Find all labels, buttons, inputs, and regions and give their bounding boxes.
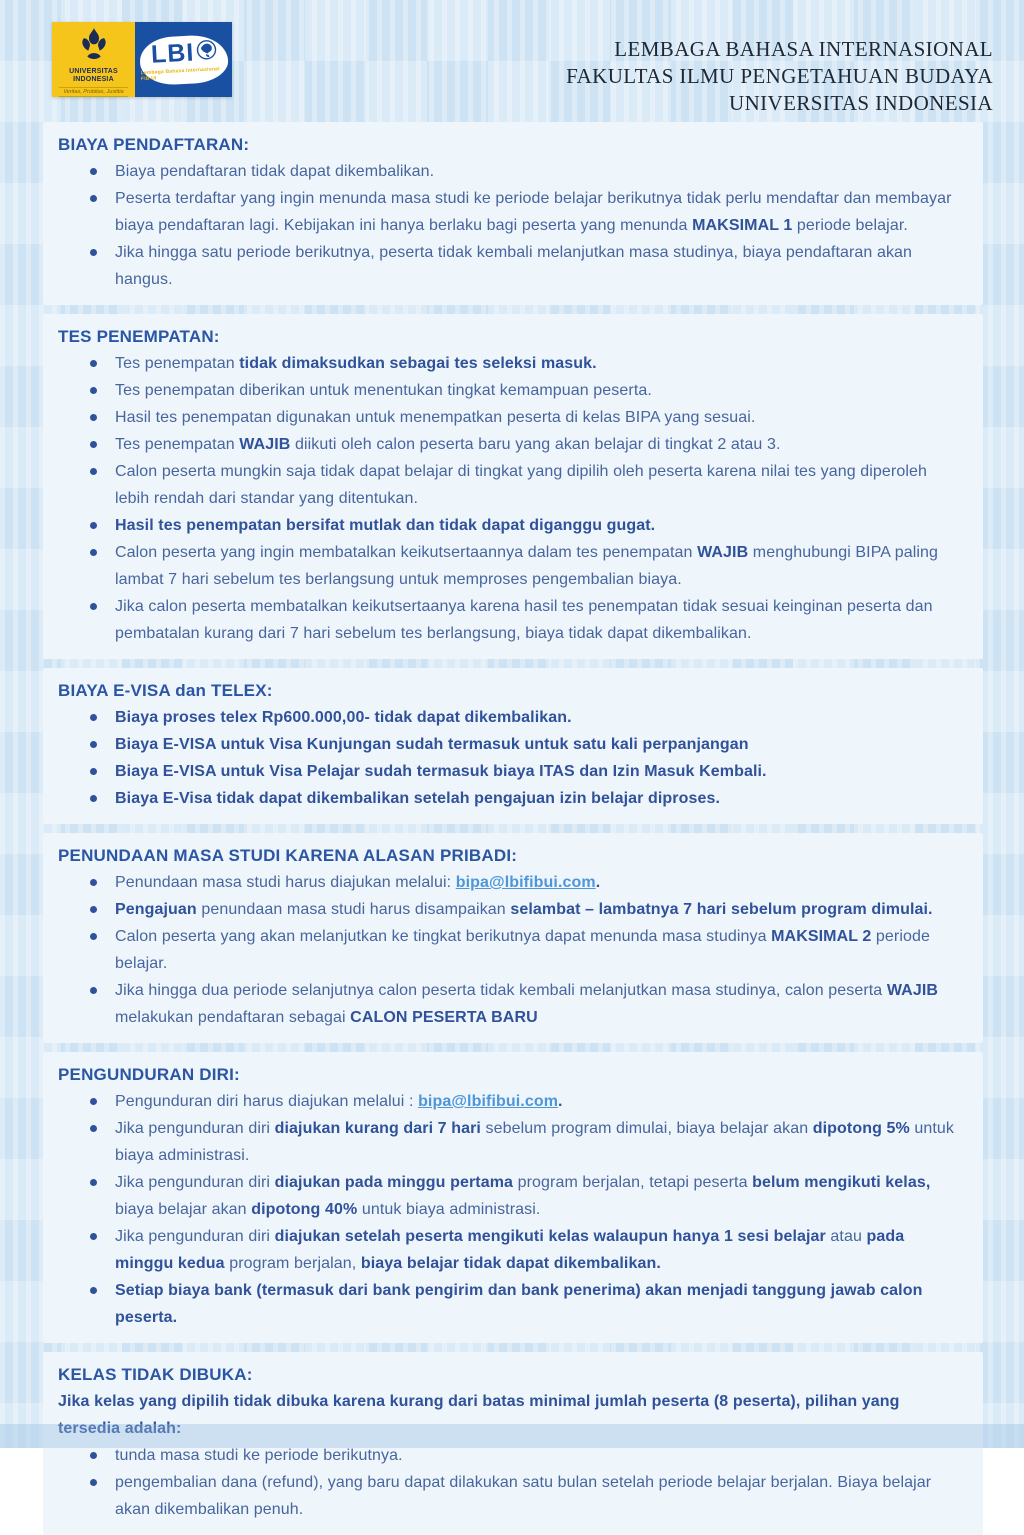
bullet-item	[58, 512, 955, 539]
bold-text: Hasil tes penempatan bersifat mutlak dan tidak dapat diganggu gugat.	[115, 517, 656, 534]
bold-text: belum mengikuti kelas,	[752, 1174, 931, 1191]
bold-text: WAJIB	[697, 544, 749, 561]
bullet-list	[58, 704, 955, 812]
globe-icon	[195, 38, 216, 64]
bullet-item: pengembalian dana (refund), yang baru dapat dilakukan satu bulan setelah periode belajar berjalan. Biaya belajar akan dikembalikan penuh.	[58, 1469, 955, 1523]
section-card	[43, 314, 983, 659]
ui-logo-block	[52, 22, 135, 97]
bold-text: WAJIB	[886, 982, 939, 999]
bold-text: diajukan setelah peserta mengikuti kelas walaupun hanya 1 sesi belajar	[274, 1228, 826, 1245]
section-heading: KELAS TIDAK DIBUKA:	[58, 1365, 253, 1384]
bullet-item: tunda masa studi ke periode berikutnya.	[58, 1442, 955, 1469]
bullet-list	[58, 350, 955, 647]
bold-text: Setiap biaya bank (termasuk dari bank pengirim dan bank penerima) akan menjadi tanggung jawab calon peserta.	[115, 1282, 923, 1326]
bullet-item	[58, 785, 955, 812]
bold-text: biaya belajar tidak dapat dikembalikan.	[360, 1255, 661, 1272]
section-heading: PENGUNDURAN DIRI:	[58, 1065, 240, 1084]
sections-container	[43, 122, 983, 1535]
bullet-item: Pengunduran diri harus diajukan melalui : bipa@lbifibui.com.	[58, 1088, 955, 1115]
bold-text: dipotong 5%	[812, 1120, 910, 1137]
bullet-item: Jika pengunduran diri diajukan pada minggu pertama program berjalan, tetapi peserta belum mengikuti kelas, biaya belajar akan dipotong 40% untuk biaya administrasi.	[58, 1169, 955, 1223]
bullet-item: Biaya pendaftaran tidak dapat dikembalikan.	[58, 158, 955, 185]
lbi-logo-block	[135, 22, 232, 97]
bold-text: diajukan kurang dari 7 hari	[274, 1120, 481, 1137]
bold-text: pada minggu kedua	[115, 1228, 905, 1272]
bullet-item	[58, 1277, 955, 1331]
bold-text: selambat – lambatnya 7 hari sebelum program dimulai.	[510, 901, 933, 918]
bold-text: diajukan pada minggu pertama	[274, 1174, 514, 1191]
bullet-list	[58, 158, 955, 293]
bullet-item: Peserta terdaftar yang ingin menunda masa studi ke periode belajar berikutnya tidak perlu mendaftar dan membayar biaya pendaftaran lagi. Kebijakan ini hanya berlaku bagi peserta yang menunda MAKSIMAL 1 periode belajar.	[58, 185, 955, 239]
page-header	[0, 0, 1024, 114]
title-line-1: LEMBAGA BAHASA INTERNASIONAL	[614, 37, 993, 61]
bold-text: Biaya proses telex Rp600.000,00- tidak dapat dikembalikan.	[115, 709, 572, 726]
section-heading: PENUNDAAN MASA STUDI KARENA ALASAN PRIBADI:	[58, 846, 518, 865]
bullet-item: Tes penempatan tidak dimaksudkan sebagai tes seleksi masuk.	[58, 350, 955, 377]
bold-text: Jika kelas yang dipilih tidak dibuka karena kurang dari batas minimal jumlah peserta (8 peserta), pilihan yang tersedia adalah:	[58, 1393, 900, 1437]
email-link[interactable]: bipa@lbifibui.com	[418, 1093, 559, 1110]
email-link[interactable]: bipa@lbifibui.com	[455, 874, 596, 891]
org-title	[566, 36, 993, 117]
bold-text: .	[558, 1093, 563, 1110]
bullet-item	[58, 758, 955, 785]
bold-text: tidak dimaksudkan sebagai tes seleksi masuk.	[239, 355, 597, 372]
bullet-item: Jika hingga dua periode selanjutnya calon peserta tidak kembali melanjutkan masa studinya, calon peserta WAJIB melakukan pendaftaran sebagai CALON PESERTA BARU	[58, 977, 955, 1031]
footer-band	[0, 1424, 1024, 1448]
section-heading: TES PENEMPATAN:	[58, 327, 220, 346]
makara-icon	[79, 27, 109, 66]
bullet-item: Jika pengunduran diri diajukan kurang dari 7 hari sebelum program dimulai, biaya belajar akan dipotong 5% untuk biaya administrasi.	[58, 1115, 955, 1169]
section-card	[43, 833, 983, 1043]
title-line-2: FAKULTAS ILMU PENGETAHUAN BUDAYA	[566, 64, 993, 88]
bullet-item	[58, 704, 955, 731]
section-heading: BIAYA E-VISA dan TELEX:	[58, 681, 273, 700]
bullet-item: Jika pengunduran diri diajukan setelah peserta mengikuti kelas walaupun hanya 1 sesi belajar atau pada minggu kedua program berjalan, biaya belajar tidak dapat dikembalikan.	[58, 1223, 955, 1277]
bold-text: Biaya E-Visa tidak dapat dikembalikan setelah pengajuan izin belajar diproses.	[115, 790, 721, 807]
bold-text: CALON PESERTA BARU	[350, 1009, 538, 1026]
bullet-list	[58, 1442, 955, 1523]
bold-text: Biaya E-VISA untuk Visa Kunjungan sudah termasuk untuk satu kali perpanjangan	[115, 736, 749, 753]
title-line-3: UNIVERSITAS INDONESIA	[729, 91, 993, 115]
university-name: UNIVERSITAS INDONESIA	[69, 68, 118, 83]
bold-text: Biaya E-VISA untuk Visa Pelajar sudah termasuk biaya ITAS dan Izin Masuk Kembali.	[115, 763, 767, 780]
bullet-item: Pengajuan penundaan masa studi harus disampaikan selambat – lambatnya 7 hari sebelum program dimulai.	[58, 896, 955, 923]
lbi-swoosh	[138, 33, 228, 86]
bullet-list	[58, 869, 955, 1031]
bold-text: dipotong 40%	[251, 1201, 358, 1218]
bold-text: MAKSIMAL 1	[692, 217, 793, 234]
section-card	[43, 1052, 983, 1343]
section-card	[43, 122, 983, 305]
header-logo	[52, 22, 232, 97]
lbi-subtitle: Lembaga Bahasa Internasional FIB UI	[139, 65, 220, 82]
bullet-item: Jika calon peserta membatalkan keikutsertaanya karena hasil tes penempatan tidak sesuai keinginan peserta dan pembatalan kurang dari 7 hari sebelum tes berlangsung, biaya tidak dapat dikembalikan.	[58, 593, 955, 647]
bold-text: Pengajuan	[115, 901, 197, 918]
bullet-item: Calon peserta yang akan melanjutkan ke tingkat berikutnya dapat menunda masa studinya MAKSIMAL 2 periode belajar.	[58, 923, 955, 977]
bullet-item: Calon peserta mungkin saja tidak dapat belajar di tingkat yang dipilih oleh peserta karena nilai tes yang diperoleh lebih rendah dari standar yang ditentukan.	[58, 458, 955, 512]
section-card	[43, 668, 983, 824]
bullet-item: Penundaan masa studi harus diajukan melalui: bipa@lbifibui.com.	[58, 869, 955, 896]
bullet-item: Tes penempatan WAJIB diikuti oleh calon peserta baru yang akan belajar di tingkat 2 atau 3.	[58, 431, 955, 458]
bold-text: MAKSIMAL 2	[771, 928, 872, 945]
bullet-list	[58, 1088, 955, 1331]
bullet-item: Calon peserta yang ingin membatalkan keikutsertaannya dalam tes penempatan WAJIB menghubungi BIPA paling lambat 7 hari sebelum tes berlangsung untuk memproses pengembalian biaya.	[58, 539, 955, 593]
bullet-item: Jika hingga satu periode berikutnya, peserta tidak kembali melanjutkan masa studinya, biaya pendaftaran akan hangus.	[58, 239, 955, 293]
bullet-item: Hasil tes penempatan digunakan untuk menempatkan peserta di kelas BIPA yang sesuai.	[58, 404, 955, 431]
lbi-wordmark: LBI	[149, 37, 195, 68]
bold-text: WAJIB	[239, 436, 291, 453]
section-heading: BIAYA PENDAFTARAN:	[58, 135, 250, 154]
bullet-item: Tes penempatan diberikan untuk menentukan tingkat kemampuan peserta.	[58, 377, 955, 404]
university-motto: Veritas, Probitas, Justitia	[59, 87, 127, 97]
bullet-item	[58, 731, 955, 758]
bold-text: .	[595, 874, 601, 891]
